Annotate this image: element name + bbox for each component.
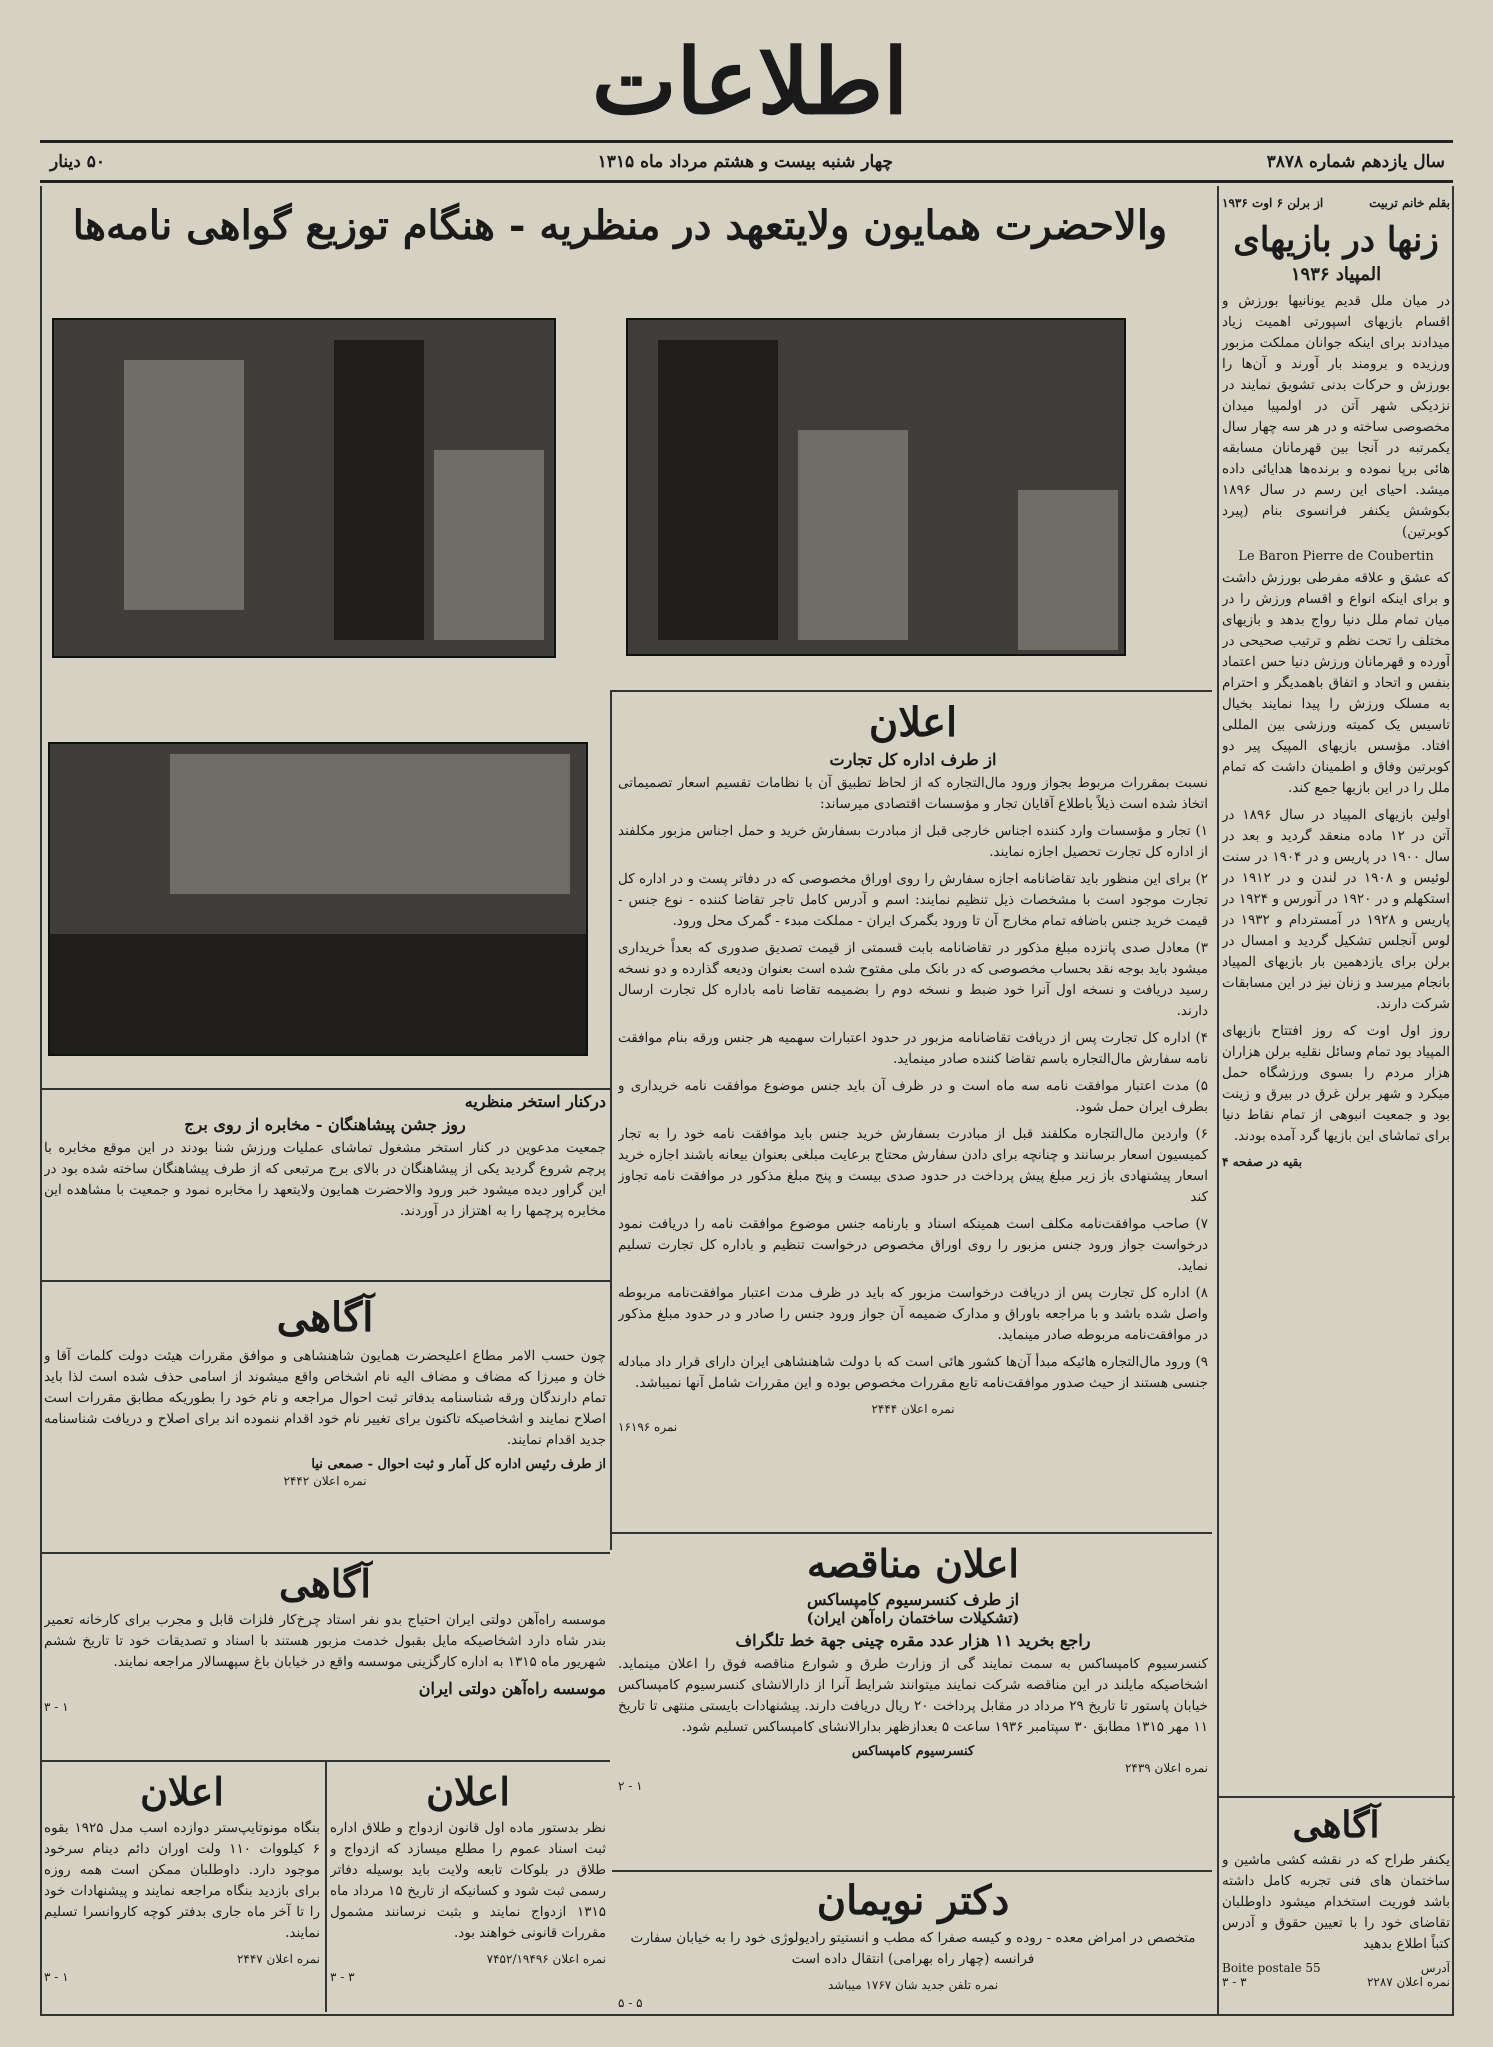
- agahi-ahval-signature: از طرف رئیس اداره کل آمار و ثبت احوال - صمعی نیا: [311, 1457, 606, 1472]
- elan-monaghese-from: از طرف کنسرسیوم کامپساکس: [806, 1590, 1020, 1609]
- manzarieh-body: جمعیت مدعوین در کنار استخر مشغول تماشای عملیات ورزش شنا بودند در این موقع مخابره با پرچم شروع گردید یکی از پیشاهنگان در بالای برج مرتبعی که از طرف پیشاهنگان ساخته شده بود در این گراور دیده میشود خبر ورود والاحضرت همایون ولایتعهد را مخابره نمود و جمعیت با مشاهده این مخابره پرچمها را به اهتزاز در آوردند.: [44, 1140, 606, 1219]
- page-bottom-rule: [40, 2014, 1453, 2016]
- photo-pool-ceremony: [48, 742, 588, 1056]
- agahi-ahval-body: چون حسب الامر مطاع اعلیحضرت همایون شاهنشاهی و موافق مقررات هیئت دولت کلمات آقا و خان و میرزا که مضاف و مضاف الیه نام اشخاص واقع میشوند از اسامی حذف شده است لذا باید تمام دارندگان ورقه شناسنامه بدفاتر ثبت احوال مراجعه و نام خود را بطوریکه مطابق مقررات است اصلاح نمایند و اشخاصیکه تاکنون برای تغییر نام خود اقدام ننموده اند برای اصلاح و دریافت شناسنامه جدید اقدام نمایند.: [44, 1348, 606, 1448]
- elan-tejarat-item-9: ۹) ورود مال‌التجاره هائیکه مبدأ آن‌ها کشور هائی است که با دولت شاهنشاهی ایران دارای قرار داد مبادله جنسی هستند از حیث صدور موافقت‌نامه تابع مقررات مخصوص بوده و این مقررات شامل آنها نمیباشد.: [618, 1354, 1208, 1391]
- elan-monaghese-signature: کنسرسیوم کامپساکس: [851, 1744, 975, 1759]
- masthead-rule-top: [40, 140, 1453, 143]
- column-divider: [610, 690, 612, 1550]
- elan-monaghese-title: اعلان مناقصه: [807, 1541, 1019, 1586]
- side-ad-address-label: آدرس: [1420, 1961, 1450, 1975]
- elan-monaghese-subject: راجع بخرید ۱۱ هزار عدد مقره چینی جهة خط تلگراف: [735, 1631, 1091, 1650]
- elan-tejarat-intro: نسبت بمقررات مربوط بجواز ورود مال‌التجاره که از لحاظ تطبیق آن با نظامات تقسیم اسعار تصمیماتی اتخاذ شده است ذیلاً باطلاع آقایان تجار و مؤسسات اقتصادی میرساند:: [618, 775, 1208, 812]
- olympics-byline: بقلم خانم تربیت: [1369, 196, 1450, 210]
- elan-tejarat-item-2: ۲) برای این منظور باید تقاضانامه اجازه سفارش را روی اوراق مخصوصی که در دفاتر پست و در اداره کل تجارت موجود است با مشخصات ذیل تنظیم نمایند: اسم و آدرس کامل تاجر تقاضا کننده - نوع جنس - قیمت خرید جنس باضافه تمام مخارج آن تا ورود بگمرک ایران - مملکت مبدء - گمرک محل ورود.: [618, 871, 1208, 929]
- elan-bottom-left-body: بنگاه مونوتایپ‌ستر دوازده اسب مدل ۱۹۲۵ بقوه ۶ کیلووات ۱۱۰ ولت اوران دائم دینام سرخود موجود دارد. داوطلبان ممکن است همه روزه برای بازدید بنگاه مراجعه نمایند و پیشنهادات خود را تا آخر ماه جاری بدفتر کوچه کاروانسرا تسلیم نمایند.: [44, 1820, 320, 1941]
- elan-tejarat-number: نمره اعلان ۲۴۴۴: [871, 1402, 955, 1416]
- issue-price: ۵۰ دینار: [50, 152, 106, 172]
- olympics-title: زنها در بازیهای: [1233, 220, 1439, 260]
- elan-monaghese-box: [618, 1538, 1208, 1864]
- agahi-ahval-box: [44, 1290, 606, 1545]
- side-ad-count: ۳ - ۳: [1222, 1975, 1247, 1989]
- divider: [40, 1280, 610, 1282]
- elan-tejarat-item-1: ۱) تجار و مؤسسات وارد کننده اجناس خارجی قبل از مبادرت بسفارش خرید و حمل اجناس مزبور مکلفند از اداره کل تجارت تحصیل اجازه نمایند.: [618, 823, 1208, 860]
- manzarieh-article: [44, 1092, 606, 1272]
- elan-tejarat-box: [618, 696, 1208, 1526]
- elan-bottom-left-box: [44, 1766, 320, 2010]
- elan-tejarat-from: از طرف اداره کل تجارت: [829, 750, 997, 769]
- column-divider: [1217, 186, 1219, 2016]
- column-divider: [325, 1762, 327, 2012]
- doctor-ad-count: ۵ - ۵: [618, 1996, 643, 2010]
- elan-tejarat-item-8: ۸) اداره کل تجارت پس از دریافت درخواست مزبور که باید در ظرف مدت اعتبار موافقت‌نامه مربوطه واصل شده باشد و با مراجعه باوراق و مدارک ضمیمه آن جواز ورود جنس را صادر و در حدود مبلغ مذکور در موافقت‌نامه مربوطه صادر مینماید.: [618, 1285, 1208, 1343]
- olympics-para-2: که عشق و علاقه مفرطی بورزش داشت و برای اینکه انواع و اقسام ورزش را در میان تمام ملل دنیا رواج بدهد و بازیهای مختلف را تحت نظم و ترتیب صحیحی در آورده و قهرمانان ورزش دنیا حس اعتماد بنفس و اتحاد و اتفاق باهمدیگر و احترام به مسلک ورزش را پیدا نمایند بخیال تاسیس یک کمیته ورزشی بین المللی افتاد. مؤسس بازیهای المپیک پیر دو کوبرتین وفاق و اطمینان داشت که تمام ملل را در این بازیها جمع کند.: [1222, 570, 1450, 796]
- photo-ceremony-left: [52, 318, 556, 658]
- agahi-ahval-title: آگاهی: [276, 1294, 374, 1341]
- olympics-side-ad: [1222, 1800, 1450, 2010]
- side-ad-title: آگاهی: [1292, 1804, 1380, 1846]
- olympics-article: [1222, 196, 1450, 1776]
- olympics-para-3: اولین بازیهای المپیاد در سال ۱۸۹۶ در آتن در ۱۲ ماده منعقد گردید و بعد در سال ۱۹۰۰ در پاریس و در ۱۹۰۴ در سنت لوئیس و ۱۹۰۸ در لندن و در ۱۹۱۲ در استکهلم و در ۱۹۲۰ در آنورس و ۱۹۲۴ در پاریس و ۱۹۲۸ در آمستردام و ۱۹۳۲ در لوس آنجلس تشکیل گردید و امسال در برلن برای یازدهمین بار بازیهای المپیاد بانجام میرسد و زنان نیز در این مسابقات شرکت دارند.: [1222, 807, 1450, 1012]
- elan-tejarat-title: اعلان: [868, 699, 958, 746]
- elan-bottom-left-number: نمره اعلان ۲۴۴۷: [236, 1952, 320, 1966]
- elan-tejarat-item-6: ۶) واردین مال‌التجاره مکلفند قبل از مبادرت بسفارش خرید جنس باید موافقت نامه خود را به تجار کمیسیون اسعار برسانند و چنانچه برای دادن سفارش محتاج برعایت مبلغی بعنوان بیعانه باشند اجازه خرید اسعار پیشنهادی باز زیر مبلغ پیش پرداخت در حدود صدی بیست و پنج مبلغ مذکور در موافقت نامه تجاوز کند: [618, 1126, 1208, 1205]
- agahi-rahahan-count: ۱ - ۳: [44, 1700, 69, 1714]
- divider: [612, 690, 1212, 692]
- divider: [612, 1870, 1212, 1872]
- elan-tejarat-item-3: ۳) معادل صدی پانزده مبلغ مذکور در تقاضانامه بابت قسمتی از قیمت تصدیق صدوری که بعداً خریداری میشود باید بوجه نقد بحساب مخصوصی که در بانک ملی مفتوح شده است بعنوان ودیعه گذارده و دو نسخه رسید دریافت و نسخه اول آنرا خود ضبط و نسخه دوم را بضمیمه تقاضا نامه باداره کل تجارت ارسال دارند.: [618, 940, 1208, 1019]
- divider: [1219, 1796, 1455, 1798]
- elan-tejarat-item-7: ۷) صاحب موافقت‌نامه مکلف است همینکه اسناد و بارنامه جنس موضوع موافقت نامه را دریافت نمود درخواست جواز ورود جنس مزبور را روی اوراق مخصوص درخواست تنظیم و باداره کل تجارت تسلیم نماید.: [618, 1216, 1208, 1274]
- elan-monaghese-count: ۱ - ۲: [618, 1779, 643, 1793]
- elan-bottom-right-body: نظر بدستور ماده اول قانون ازدواج و طلاق اداره ثبت اسناد عموم را مطلع میسازد که ازدواج و طلاق در بلوکات تابعه ولایت باید بوسیله دفاتر رسمی ثبت شود و کسانیکه از تاریخ ۱۵ مرداد ماه ۱۳۱۵ ازدواج نمایند و بثبت نرسانند مشمول مقررات قانونی خواهند بود.: [330, 1820, 606, 1941]
- elan-tejarat-number-2: نمره ۱۶۱۹۶: [618, 1420, 678, 1434]
- side-ad-body: یکنفر طراح که در نقشه کشی ماشین و ساختمان های فنی تجربه کامل داشته باشد فوریت استخدام میشود داوطلبان تقاضای خود را با تعیین حقوق و آدرس کتباً اطلاع بدهید: [1222, 1852, 1450, 1952]
- elan-bottom-left-count: ۱ - ۳: [44, 1970, 69, 1984]
- olympics-date: از برلن ۶ اوت ۱۹۳۶: [1222, 196, 1324, 210]
- olympics-para-1: در میان ملل قدیم یونانیها بورزش و اقسام بازیهای اسپورتی اهمیت زیاد میدادند برای اینکه جوانان مملکت مزبور ورزیده و برومند بار آورند و آن‌ها را بورزش و حرکات بدنی تشویق نمایند در نزدیکی شهر آتن در اولمپیا میدان مخصوصی ساخته و در هر سه چهار سال یکمرتبه در آنجا بین قهرمانان مسابقه هائی برپا نموده و برنده‌ها هدایائی داده میشد. احیای این رسم در سال ۱۸۹۶ بکوشش یکنفر فرانسوی بنام (پیرد کوبرتین): [1222, 293, 1450, 540]
- page-left-rule: [40, 186, 42, 2016]
- agahi-rahahan-box: [44, 1558, 606, 1756]
- olympics-subtitle: المپیاد ۱۹۳۶: [1290, 264, 1382, 285]
- elan-tejarat-item-5: ۵) مدت اعتبار موافقت نامه سه ماه است و در ظرف آن باید جنس موضوع موافقت نامه خریداری و بطرف ایران حمل شود.: [618, 1078, 1208, 1115]
- elan-monaghese-sub: (تشکیلات ساختمان راه‌آهن ایران): [806, 1609, 1020, 1627]
- divider: [40, 1552, 610, 1554]
- masthead: اطلاعات: [591, 29, 909, 135]
- doctor-ad-phone: نمره تلفن جدید شان ۱۷۶۷ میباشد: [827, 1978, 999, 1992]
- page-right-rule: [1452, 186, 1454, 2016]
- side-ad-address: Boite postale 55: [1222, 1961, 1321, 1975]
- divider: [612, 1532, 1212, 1534]
- elan-bottom-right-title: اعلان: [426, 1769, 510, 1814]
- doctor-ad-body: متخصص در امراض معده - روده و کیسه صفرا که مطب و انستیتو رادیولوژی خود را به خیابان سفارت فرانسه (چهار راه بهرامی) انتقال داده است: [630, 1930, 1196, 1967]
- agahi-rahahan-body: موسسه راه‌آهن دولتی ایران احتیاج بدو نفر استاد چرخ‌کار فلزات قابل و مجرب برای کارخانه تعمیر بندر شاه دارد اشخاصیکه مایل بقبول خدمت مزبور هستند با اسناد و تصدیقات خود تا تاریخ ششم شهریور ماه ۱۳۱۵ به اداره کارگزینی موسسه واقع در خیابان باغ سپهسالار مراجعه نمایند.: [44, 1612, 606, 1670]
- masthead-rule-bottom: [40, 180, 1453, 183]
- elan-monaghese-number: نمره اعلان ۲۴۳۹: [1124, 1761, 1208, 1775]
- elan-bottom-right-box: [330, 1766, 606, 2010]
- elan-tejarat-item-4: ۴) اداره کل تجارت پس از دریافت تقاضانامه مزبور در حدود اعتبارات سهمیه هر جنس ورقه بنام موافقت نامه سفارش مال‌التجاره باسم تقاضا کننده صادر مینماید.: [618, 1030, 1208, 1067]
- olympics-continued: بقیه در صفحه ۴: [1222, 1155, 1303, 1169]
- photo-crown-prince: [626, 318, 1126, 656]
- doctor-ad-box: [618, 1874, 1208, 2014]
- main-headline: والاحضرت همایون ولایتعهد در منظریه - هنگام توزیع گواهی نامه‌ها: [72, 202, 1168, 249]
- agahi-ahval-number: نمره اعلان ۲۴۴۲: [283, 1474, 367, 1488]
- olympics-para-4: روز اول اوت که روز افتتاح بازیهای المپیاد بود تمام وسائل نقلیه برلن هزاران هزار مردم را بسوی ورزشگاه حمل میکرد و شهر برلن غرق در بیرق و زینت بود و جمعیت انبوهی از تمام نقاط دنیا برای تماشای این بازیها گرد آمده بودند.: [1222, 1023, 1450, 1144]
- olympics-latin-name: Le Baron Pierre de Coubertin: [1238, 549, 1434, 564]
- doctor-ad-title: دکتر نویمان: [816, 1877, 1010, 1924]
- elan-bottom-right-count: ۳ - ۳: [330, 1970, 355, 1984]
- issue-number: سال یازدهم شماره ۳۸۷۸: [1266, 152, 1445, 172]
- elan-bottom-right-number: نمره اعلان ۷۴۵۲/۱۹۴۹۶: [486, 1952, 606, 1966]
- agahi-rahahan-signature: موسسه راه‌آهن دولتی ایران: [418, 1679, 606, 1698]
- dateline: [40, 148, 1453, 178]
- manzarieh-heading: درکنار استخر منظریه: [464, 1092, 606, 1111]
- agahi-rahahan-title: آگاهی: [279, 1561, 371, 1606]
- side-ad-number: نمره اعلان ۲۲۸۷: [1366, 1975, 1450, 1989]
- issue-date: چهار شنبه بیست و هشتم مرداد ماه ۱۳۱۵: [597, 152, 893, 172]
- elan-bottom-left-title: اعلان: [140, 1769, 224, 1814]
- divider: [40, 1088, 610, 1090]
- elan-monaghese-body: کنسرسیوم کامپساکس به سمت نمایند گی از وزارت طرق و شوارع مناقصه فوق را اعلان مینماید. اشخاصیکه مایلند در این مناقصه شرکت نمایند میتوانند شرایط آنرا از دارالانشای کنسرسیوم کامپساکس خیابان پاستور تا تاریخ ۲۹ مرداد در مقابل پرداخت ۲۰ ریال دریافت دارند. پیشنهادات بایستی منتهی تا تاریخ ۱۱ مهر ۱۳۱۵ مطابق ۳۰ سپتامبر ۱۹۳۶ ساعت ۵ بعدازظهر بدارالانشای کامپساکس تسلیم شود.: [618, 1656, 1208, 1735]
- manzarieh-subheading: روز جشن پیشاهنگان - مخابره از روی برج: [184, 1115, 466, 1134]
